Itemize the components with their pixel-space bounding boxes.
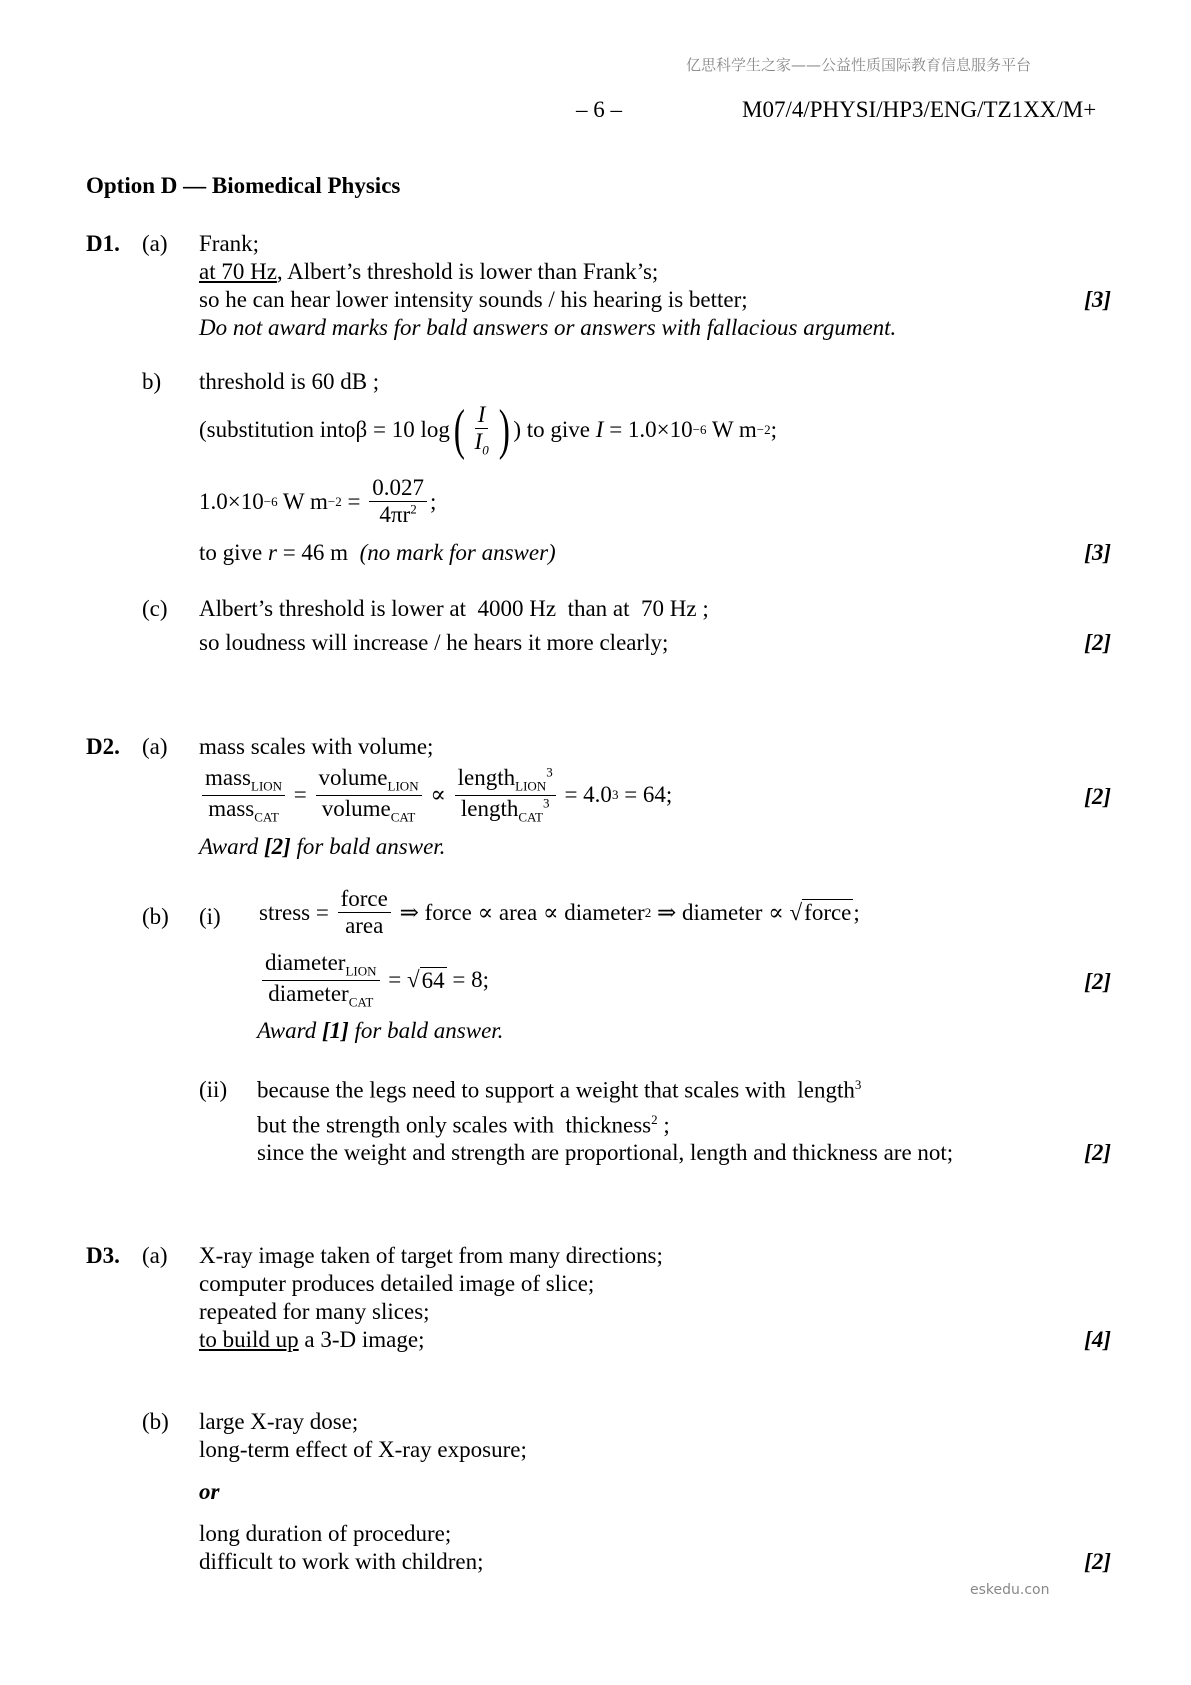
d1b-line4-val: = 46 m [276,540,349,565]
volume-cat [319,796,419,826]
d1b-line3 [199,475,436,529]
d2bi-award [257,1018,503,1044]
diameter-lion [262,950,380,981]
length-cat-text: length [460,795,519,821]
watermark-bottom: eskedu.con [970,1582,1050,1598]
d1a-note: Do not award marks for bald answers or answers with fallacious argument. [199,315,897,340]
d1b-line4-note: (no mark for answer) [348,540,556,565]
d2bi-chain: ⇒ force ∝ area ∝ diameter [393,899,645,925]
stress-force: force [338,886,391,913]
d3a-line3: repeated for many slices; [199,1299,430,1324]
d2b-label: (b) [142,904,169,929]
d2bi-d-eq: = [382,967,407,993]
d1b-beta-formula: β = 10 log [355,417,450,443]
d1b-line3-unit: W m [277,488,328,514]
d2bii-line3: since the weight and strength are proportional, length and thickness are not; [257,1140,954,1165]
d1a-line2 [199,259,658,285]
diameter-lion-sub: LION [345,963,377,979]
length-lion-text: length [457,765,516,790]
volume-lion [316,765,422,796]
d2bi-award-post: for bald answer. [348,1018,504,1043]
sqrt-symbol-2: √ [407,967,420,993]
d2bi-award-mark: [1] [321,1018,349,1043]
d1c-mark: [2] [1084,630,1111,655]
sqrt-symbol: √ [789,899,803,925]
d1b-line3-fraction [369,475,427,529]
d1b-line3-den-exp: 2 [410,501,417,517]
mass-cat [205,796,282,826]
d2bii-line1 [257,1077,861,1104]
d1b-line3-denominator [376,502,419,528]
d1b-mark: [3] [1084,540,1111,565]
d2a-award [199,834,445,860]
d2bii-line2 [257,1112,670,1139]
d2a-ratio-equation [199,765,672,825]
d2bi-chain-exp: 2 [644,904,652,920]
d1b-line1: threshold is 60 dB ; [199,369,380,394]
d2bi-chain2: ⇒ diameter ∝ [651,899,790,925]
d2a-award-post: for bald answer. [290,834,446,859]
d2bi-stress-equation [259,886,860,940]
d1b-unit-exp: −2 [756,422,771,438]
d3a-line1: X-ray image taken of target from many directions; [199,1243,663,1268]
d1c-line1: Albert’s threshold is lower at 4000 Hz than at 70 Hz ; [199,596,709,621]
question-d2-label: D2. [86,734,120,759]
intensity-numerator: I [475,402,489,429]
d2bii-mark: [2] [1084,1140,1111,1165]
d2a-result-exp: 3 [611,787,619,803]
d3a-mark: [4] [1084,1327,1111,1352]
d1b-line4 [199,540,556,566]
d3a-line4-underlined: to build up [199,1327,299,1352]
sqrt-64: 64 [421,967,445,993]
mass-ratio [202,765,285,825]
d3a-line4-rest: a 3-D image; [298,1327,425,1352]
length-lion-exp: 3 [546,764,553,780]
d1b-unit: W m [706,417,757,443]
d1a-line1: Frank; [199,231,260,256]
length-ratio [455,765,556,825]
d3a-line2: computer produces detailed image of slice; [199,1271,595,1296]
d2bii-line1-text: because the legs need to support a weight that scales with length [257,1077,855,1103]
d1b-intensity-value: = 1.0×10 [603,417,693,443]
d2bi-award-pre: Award [257,1018,322,1043]
right-paren: ) [498,399,510,462]
length-cat-sub: CAT [518,809,543,825]
d1a-mark: [3] [1084,287,1111,312]
d3b-line2: long-term effect of X-ray exposure; [199,1437,527,1462]
d3b-mark: [2] [1084,1549,1111,1574]
d2a-award-pre: Award [199,834,264,859]
volume-cat-text: volume [321,795,391,821]
paper-code: M07/4/PHYSI/HP3/ENG/TZ1XX/M+ [742,97,1097,122]
d1a-line2-rest: , Albert’s threshold is lower than Frank’s; [276,259,659,284]
d3b-line4: difficult to work with children; [199,1549,484,1574]
i0-subscript: 0 [482,443,489,459]
sqrt-force: force [804,900,852,926]
diameter-cat [265,981,376,1011]
d2bi-d-end: = 8; [446,967,489,993]
d1a-line3: so he can hear lower intensity sounds / his hearing is better; [199,287,748,312]
d1b-label: b) [142,369,162,394]
stress-area: area [345,913,384,939]
d1b-line3-numerator: 0.027 [369,475,427,502]
mass-lion-text: mass [205,765,251,790]
d2a-result: = 4.0 [558,782,612,808]
diameter-cat-text: diameter [268,980,349,1006]
d2a-award-mark: [2] [263,834,291,859]
d1b-line4-pre: to give [199,540,268,565]
diameter-cat-sub: CAT [348,994,374,1010]
mass-lion [202,765,285,796]
d1b-line2-post: ) to give [513,417,596,443]
d3b-line1: large X-ray dose; [199,1409,359,1434]
d3b-label: (b) [142,1409,169,1434]
length-cat-exp: 3 [542,794,550,810]
d2bi-end: ; [853,899,860,925]
d2bii-line2-exp: 2 [651,1112,658,1127]
d2bi-stress: stress = [259,899,335,925]
d2a-label: (a) [142,734,168,759]
d2a-mark: [2] [1084,784,1111,809]
d2a-eq1: = [288,782,313,808]
d1a-line2-underlined: at 70 Hz [199,259,277,284]
d1b-line3-den-text: 4πr [379,502,411,528]
diameter-ratio [262,950,380,1010]
d2bi-label: (i) [199,904,221,929]
d2bii-line1-exp: 3 [854,1077,862,1092]
d2bii-label: (ii) [199,1077,228,1102]
section-title: Option D — Biomedical Physics [86,173,401,198]
d2bii-line2-text: but the strength only scales with thickness [257,1112,652,1138]
left-paren: ( [453,399,465,462]
mass-cat-sub: CAT [254,809,279,825]
length-lion [455,765,556,796]
question-d3-label: D3. [86,1243,120,1268]
d2bi-diameter-equation [259,950,489,1010]
d2a-prop: ∝ [424,782,452,808]
mass-cat-text: mass [208,795,255,821]
d1b-line4-r: r [268,540,277,565]
d1b-line3-eq: = [341,488,367,514]
d3a-label: (a) [142,1243,168,1268]
d1a-label: (a) [142,231,168,256]
d1c-label: (c) [142,596,168,621]
d3a-line4 [199,1327,425,1353]
volume-ratio [316,765,422,825]
i0-symbol: I [474,429,483,455]
d1b-line3-lhs: 1.0×10 [199,488,264,514]
d2a-line1: mass scales with volume; [199,734,434,759]
intensity-denominator [472,429,492,459]
d1b-line2-pre: (substitution into [199,417,356,443]
d1b-line2-end: ; [770,417,777,443]
d2bii-line2-end: ; [657,1112,670,1138]
volume-lion-sub: LION [387,778,419,794]
mass-lion-sub: LION [251,778,283,794]
volume-lion-text: volume [318,765,388,790]
d1b-line3-unit-exp: −2 [327,493,342,509]
d1b-intensity-symbol: I [595,417,604,443]
d1b-exp: −6 [692,422,707,438]
intensity-ratio [472,402,492,459]
d2a-result-end: = 64; [618,782,673,808]
d2bi-mark: [2] [1084,969,1111,994]
stress-fraction [338,886,391,940]
diameter-lion-text: diameter [265,950,346,975]
d1b-line3-end: ; [429,488,437,514]
length-cat [458,796,553,826]
volume-cat-sub: CAT [390,809,416,825]
d1c-line2: so loudness will increase / he hears it more clearly; [199,630,669,655]
d1b-line2 [199,399,777,462]
d1b-line3-lhs-exp: −6 [263,493,278,509]
length-lion-sub: LION [515,778,547,794]
question-d1-label: D1. [86,231,120,256]
d3b-line3: long duration of procedure; [199,1521,452,1546]
d3b-or: or [199,1479,220,1504]
watermark-top: 亿思科学生之家——公益性质国际教育信息服务平台 [686,56,1032,74]
page-number: – 6 – [576,97,622,122]
